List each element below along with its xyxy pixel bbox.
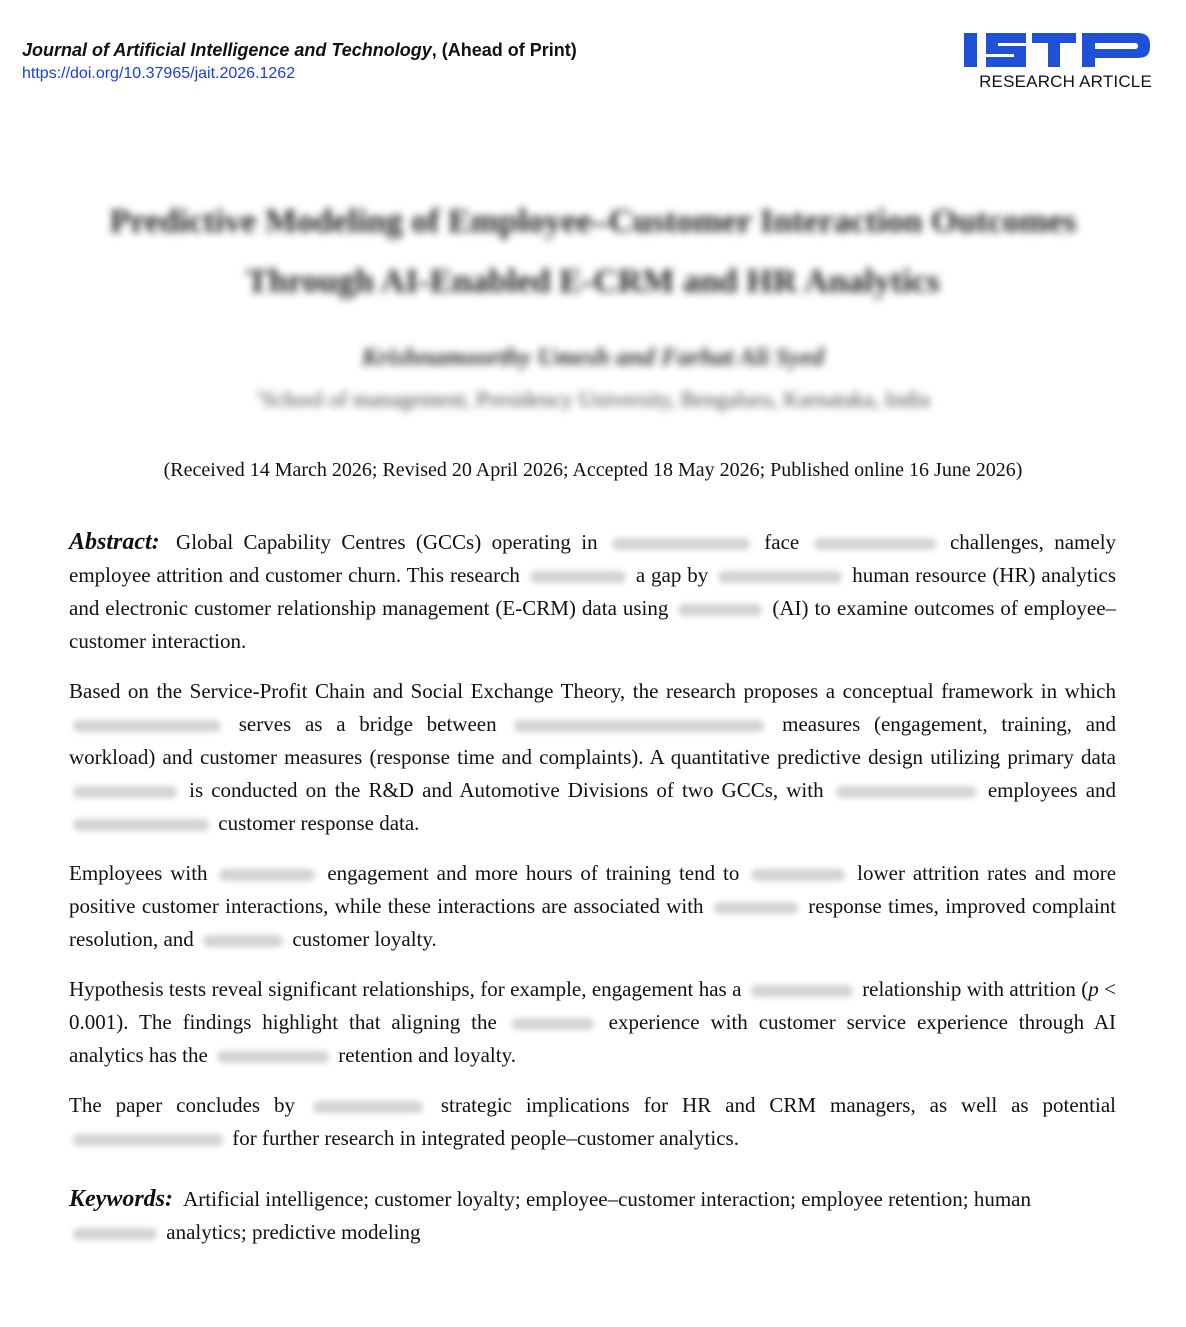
abstract-text: customer response data. <box>218 811 420 835</box>
article-type-label: RESEARCH ARTICLE <box>979 72 1152 91</box>
authors: Krishnamoorthy Umesh and Farhat Ali Syed <box>361 344 825 371</box>
redacted-text <box>814 538 936 550</box>
keywords-text: Artificial intelligence; customer loyalty; employee–customer interaction; employee retention; human <box>183 1187 1031 1211</box>
keywords-section <box>69 1183 1116 1249</box>
abstract-text: (AI) to examine outcomes of employee–customer interaction. <box>69 596 1117 653</box>
abstract-text: a gap by <box>635 563 709 587</box>
p-value-symbol: p <box>1088 977 1099 1001</box>
abstract-text: human resource (HR) analytics and electronic customer relationship management (E-CRM) data using <box>69 563 1117 620</box>
keywords-label: Keywords: <box>69 1186 173 1212</box>
redacted-text <box>751 869 845 881</box>
title-line-2: Through AI-Enabled E-CRM and HR Analytics <box>246 263 940 300</box>
istp-logo <box>964 30 1152 70</box>
abstract-text: relationship with attrition ( <box>862 977 1089 1001</box>
abstract-text: lower attrition rates and more positive customer interactions, while these interactions are associated with <box>69 861 1117 918</box>
journal-name: Journal of Artificial Intelligence and Technology <box>22 40 432 60</box>
abstract-text: Employees with <box>69 861 208 885</box>
abstract-paragraph-5 <box>69 1089 1116 1155</box>
redacted-text <box>73 786 177 798</box>
abstract-label: Abstract: <box>69 529 160 555</box>
abstract-text: The paper concludes by <box>69 1093 296 1117</box>
affiliation <box>0 386 1186 412</box>
title-line-1: Predictive Modeling of Employee–Customer Interaction Outcomes <box>109 203 1077 240</box>
publication-dates: (Received 14 March 2026; Revised 20 April 2026; Accepted 18 May 2026; Published online 16 June 2026) <box>163 459 1023 481</box>
abstract-text: < 0.001). The findings highlight that aligning the <box>69 977 1117 1034</box>
abstract-section <box>69 526 1116 1266</box>
abstract-text: is conducted on the R&D and Automotive Divisions of two GCCs, with <box>189 778 824 802</box>
redacted-text <box>73 819 209 831</box>
keywords-text: analytics; predictive modeling <box>166 1220 421 1244</box>
abstract-text: Based on the Service-Profit Chain and Social Exchange Theory, the research proposes a conceptual framework in which <box>69 679 1116 703</box>
redacted-text <box>612 538 750 550</box>
journal-citation <box>22 38 577 62</box>
affiliation-text: School of management, Presidency University, Bengaluru, Karnataka, India <box>262 386 931 412</box>
redacted-text <box>313 1101 423 1113</box>
journal-header <box>22 38 577 86</box>
redacted-text <box>203 935 283 947</box>
redacted-text <box>714 902 798 914</box>
abstract-text: face <box>764 530 800 554</box>
journal-print-status: , (Ahead of Print) <box>431 40 577 60</box>
abstract-text: retention and loyalty. <box>338 1043 516 1067</box>
redacted-text <box>219 869 315 881</box>
abstract-text: challenges, namely employee attrition and customer churn. This research <box>69 530 1117 587</box>
abstract-paragraph-3 <box>69 857 1116 956</box>
redacted-text <box>836 786 976 798</box>
abstract-text: Global Capability Centres (GCCs) operating in <box>176 530 598 554</box>
abstract-text: serves as a bridge between <box>238 712 497 736</box>
abstract-text: customer loyalty. <box>292 927 437 951</box>
redacted-text <box>217 1051 329 1063</box>
abstract-text: engagement and more hours of training tend to <box>327 861 740 885</box>
abstract-text: Hypothesis tests reveal significant relationships, for example, engagement has a <box>69 977 742 1001</box>
redacted-text <box>751 985 853 997</box>
abstract-paragraph-2 <box>69 675 1116 840</box>
redacted-text <box>73 1134 223 1146</box>
redacted-text <box>530 571 626 583</box>
paper-title <box>40 192 1146 312</box>
abstract-text: strategic implications for HR and CRM managers, as well as potential <box>440 1093 1116 1117</box>
abstract-text: for further research in integrated people–customer analytics. <box>232 1126 739 1150</box>
redacted-text <box>512 1018 594 1030</box>
abstract-text: measures (engagement, training, and workload) and customer measures (response time and complaints). A quantitative predictive design utilizing primary data <box>69 712 1117 769</box>
abstract-text: employees and <box>987 778 1117 802</box>
redacted-text <box>514 720 764 732</box>
abstract-text: experience with customer service experience through AI analytics has the <box>69 1010 1117 1067</box>
abstract-paragraph-4 <box>69 973 1116 1072</box>
publisher-brand <box>964 30 1152 92</box>
doi-link[interactable]: https://doi.org/10.37965/jait.2026.1262 <box>22 65 296 82</box>
abstract-paragraph-1 <box>69 526 1116 658</box>
redacted-text <box>73 720 221 732</box>
affiliation-mark: 1 <box>255 386 263 401</box>
redacted-text <box>678 604 762 616</box>
redacted-text <box>73 1228 157 1240</box>
redacted-text <box>718 571 842 583</box>
abstract-text: response times, improved complaint resolution, and <box>69 894 1117 951</box>
